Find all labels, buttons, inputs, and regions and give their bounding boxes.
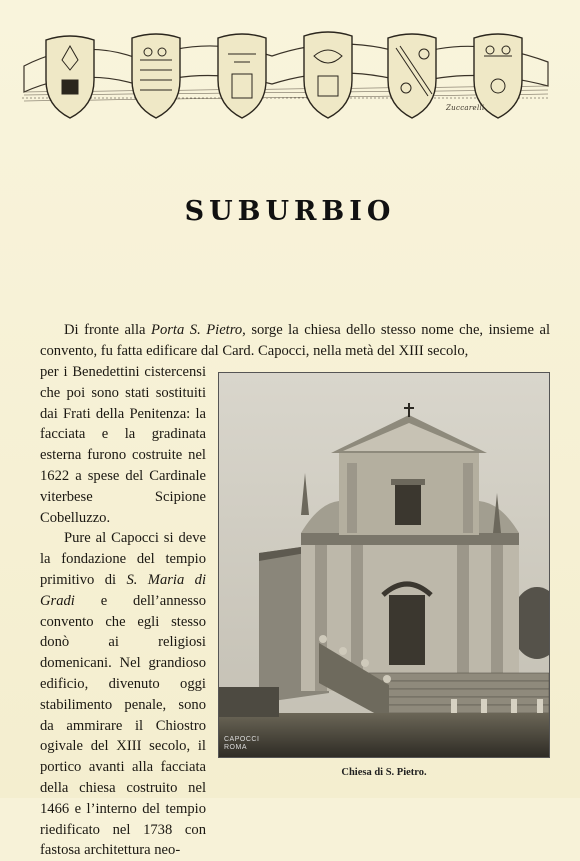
italic-text-run: S. Maria di Gradi <box>40 571 207 609</box>
church-photo-image <box>219 373 549 757</box>
text-run: Di fronte alla <box>64 322 152 338</box>
text-column <box>40 362 206 861</box>
engraver-signature: Zuccarelli <box>446 104 485 112</box>
text-run: per i Benedettini cistercensi che poi sono stati sostituiti dai Frati della Penitenza: la facciata e la gradinata esterna furono costruite nel 1622 a spese del Cardinale viterbese Scipione Cobelluzzo. <box>40 364 206 526</box>
page-title: SUBURBIO <box>184 196 396 227</box>
column-paragraph-1 <box>40 362 206 528</box>
italic-text-run: Porta S. Pietro <box>151 322 243 338</box>
intro-paragraph <box>40 320 550 362</box>
text-run: e dell’annesso convento che egli stesso donò ai religiosi domenicani. Nel grandioso edificio, divenuto oggi stabilimento penale, sono da ammirare il Chiostro ogivale del XIII secolo, il portico avanti alla facciata della chiesa costruito nel 1466 e l’interno del tempio riedificato nel 1738 con fastosa architettura neo- <box>40 592 206 859</box>
photo-credit-line2: ROMA <box>224 744 247 751</box>
photo-credit <box>224 736 259 752</box>
text-run: , sorge la chiesa dello stesso nome che, insieme al convento, fu fatta edificare dal Card. Capocci, nella metà del XIII secolo, <box>40 322 551 359</box>
photo-caption: Chiesa di S. Pietro. <box>341 767 427 778</box>
photo-credit-line1: CAPOCCI <box>224 736 260 743</box>
text-run: Pure al Capocci si deve la fondazione del tempio primitivo di <box>40 530 206 588</box>
intro-text <box>40 320 550 362</box>
church-photograph <box>219 373 549 757</box>
column-paragraph-2 <box>40 528 206 861</box>
